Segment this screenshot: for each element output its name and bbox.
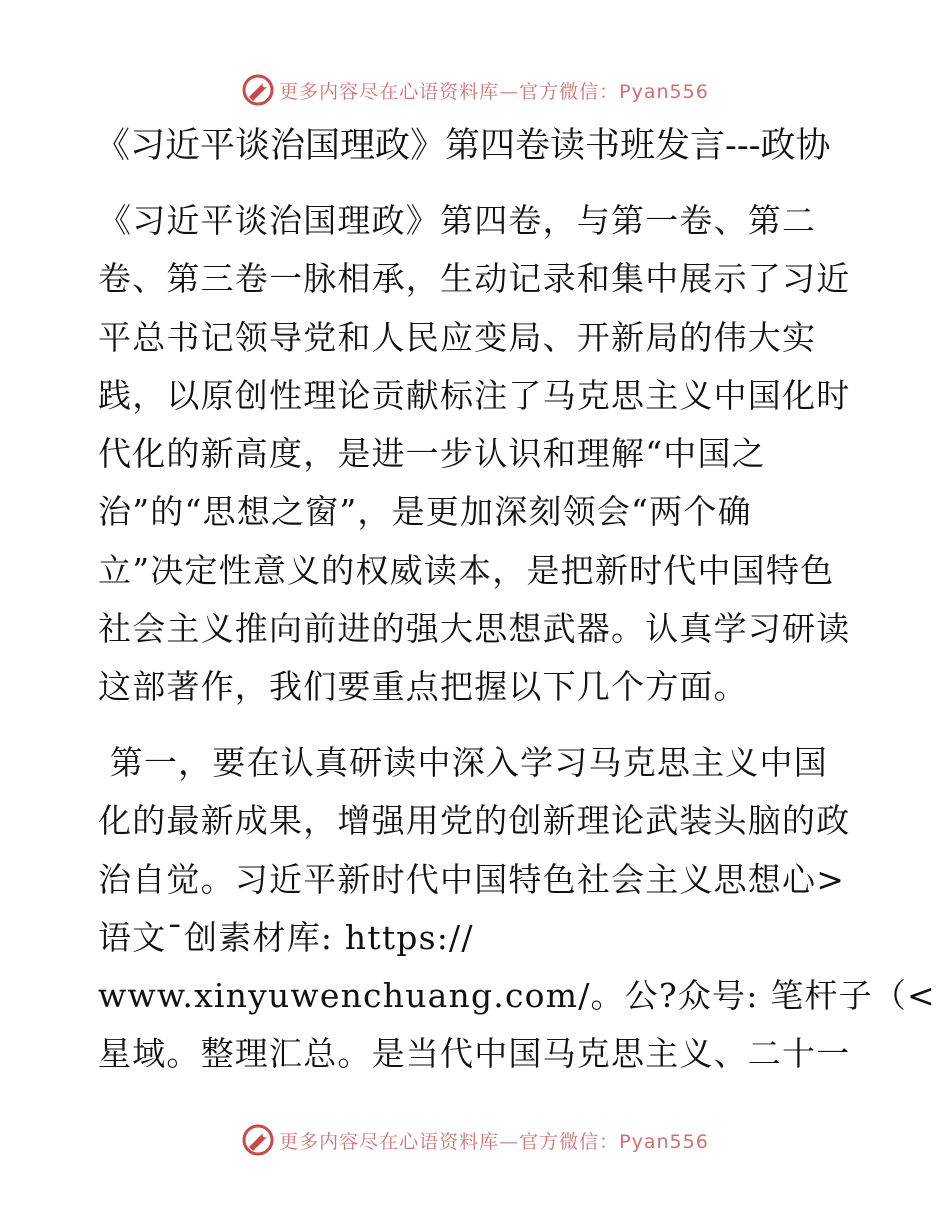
banner-contact: 官方微信：Pyan556 — [519, 80, 709, 103]
text-line: 立”决定性意义的权威读本，是把新时代中国特色 — [98, 550, 835, 590]
text-line: 卷、第三卷一脉相承，生动记录和集中展示了习近 — [98, 259, 851, 299]
pen-logo-icon — [241, 1123, 275, 1157]
text-line: 社会主义推向前进的强大思想武器。认真学习研读 — [98, 609, 851, 649]
banner-contact: 官方微信：Pyan556 — [519, 1130, 709, 1153]
text-line: 平总书记领导党和人民应变局、开新局的伟大实 — [98, 317, 817, 357]
paragraph-first-point — [98, 734, 936, 1084]
text-line: 践，以原创性理论贡献标注了马克思主义中国化时 — [98, 375, 851, 415]
pen-logo-icon — [241, 73, 275, 107]
text-line: 星域。整理汇总。是当代中国马克思主义、二十一 — [98, 1034, 851, 1074]
text-line: 代化的新高度，是进一步认识和理解“中国之 — [98, 434, 766, 474]
text-line: 《习近平谈治国理政》第四卷，与第一卷、第二 — [98, 201, 817, 240]
banner-text — [279, 77, 709, 104]
text-line: 治”的“思想之窗”，是更加深刻领会“两个确 — [98, 492, 752, 532]
banner-site-name: 更多内容尽在心语资料库 — [279, 80, 500, 103]
banner-separator: — — [499, 1130, 520, 1153]
footer-watermark-banner — [0, 1120, 950, 1160]
banner-separator: — — [499, 80, 520, 103]
text-line: 这部著作，我们要重点把握以下几个方面。 — [98, 667, 748, 707]
text-line: www.xinyuwenchuang.com/。公?众号: 笔杆子（< — [98, 976, 936, 1016]
text-line: 语文¯创素材库: https:// — [98, 917, 474, 957]
header-watermark-banner — [0, 70, 950, 110]
text-line: 化的最新成果，增强用党的创新理论武装头脑的政 — [98, 801, 851, 841]
text-line: 第一，要在认真研读中深入学习马克思主义中国 — [98, 743, 828, 782]
paragraph-intro — [98, 192, 868, 717]
text-line: 治自觉。习近平新时代中国特色社会主义思想心> — [98, 859, 846, 899]
document-title: 《习近平谈治国理政》第四卷读书班发言---政协 — [95, 126, 831, 166]
banner-site-name: 更多内容尽在心语资料库 — [279, 1130, 500, 1153]
banner-text — [279, 1127, 709, 1154]
